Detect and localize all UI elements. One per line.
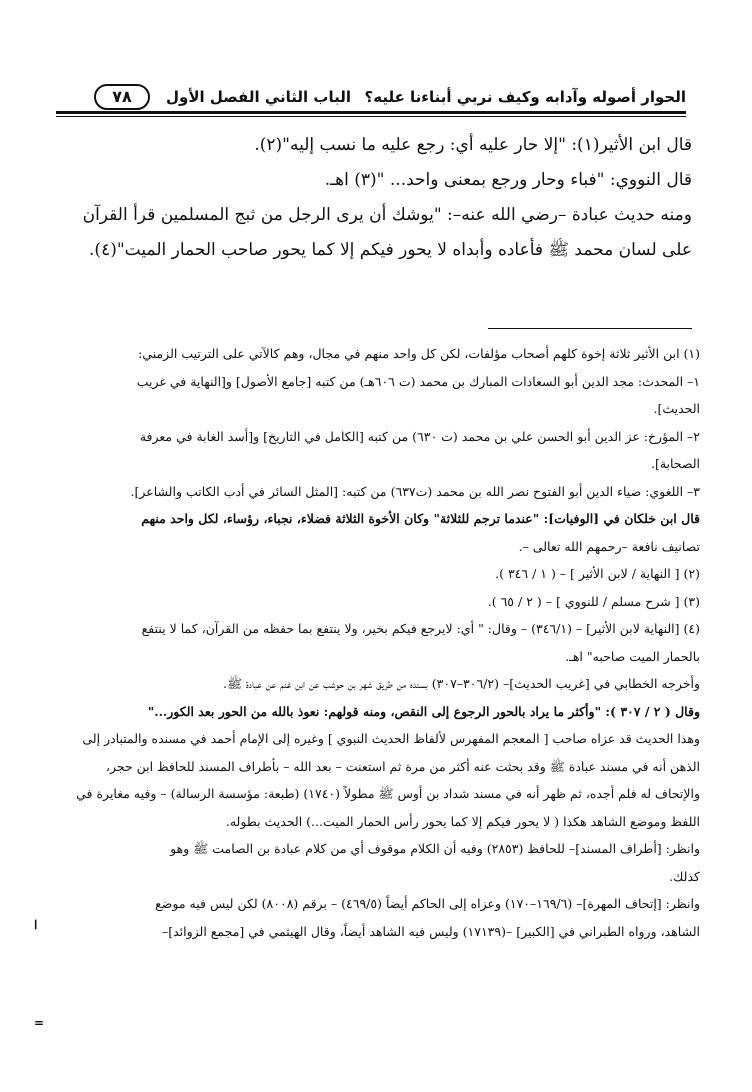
footnote-line: وهذا الحديث قد عزاه صاحب [ المعجم المفهرس لألفاظ الحديث النبوي ] وغيره إلى الإمام أحمد في مسنده والمتبادر إلى	[82, 731, 700, 746]
header-rule-thick	[56, 111, 686, 114]
footnote-line: الشاهد، ورواه الطبراني في [الكبير] –(١٧١٣٩) وليس فيه الشاهد أيضاً، وقال الهيثمي في [مجمع الزوائد]–	[161, 923, 700, 939]
footnote-line: كذلك.	[669, 868, 700, 884]
main-text	[60, 128, 692, 268]
book-title: الحوار أصوله وآدابه وكيف نربي أبناءنا عليه؟	[364, 88, 686, 106]
footnote-line: (٢) [ النهاية / لابن الأثير ] – ( ١ / ٣٤٦ ).	[495, 566, 700, 581]
footnote-line: وانظر: [إتحاف المهرة]– (١٦٩/٦–١٧٠) وعزاه إلى الحاكم أيضاً (٤٦٩/٥) – برقم (٨٠٠٨) لكن ليس فيه موضع	[155, 896, 700, 911]
footnote-line: (١) ابن الأثير ثلاثة إخوة كلهم أصحاب مؤلفات، لكن كل واحد منهم في مجال، وهم كالآتي على الترتيب الزمني:	[138, 346, 700, 361]
main-line: قال ابن الأثير(١): "إلا حار عليه أي: رجع عليه ما نسب إليه"(٢).	[254, 135, 692, 155]
continuation-mark: =	[34, 1016, 45, 1030]
header-rule-thin	[56, 116, 686, 117]
footnote-line: بالحمار الميت صاحبه" اهـ.	[565, 648, 700, 664]
chapter-title: الباب الثاني الفصل الأول	[166, 88, 351, 106]
footnote-line: (٣) [ شرح مسلم / للنووي ] – ( ٢ / ٦٥ ).	[487, 593, 700, 609]
page-header	[56, 84, 686, 112]
page-number: ٧٨	[94, 84, 150, 110]
footnote-line: الذهن أنه في مسند عبادة ﷺ وقد بحثت عنه أكثر من مرة ثم استعنت – بعد الله – بأطراف المسند للحافظ ابن حجر،	[105, 758, 700, 774]
footnote-line: ٣– اللغوي: ضياء الدين أبو الفتوح نصر الله بن محمد (ت٦٣٧) من كتبه: [المثل السائر في أدب الكاتب والشاعر].	[130, 483, 700, 499]
footnote-divider	[488, 328, 692, 329]
footnote-line: والإتحاف له فلم أجده، ثم ظهر أنه في مسند شداد بن أوس ﷺ مطولاً (١٧٤٠) (طبعة: مؤسسة الرسالة) – وفيه مغايرة في	[76, 786, 700, 801]
footnote-line: ١– المحدث: مجد الدين أبو السعادات المبارك بن محمد (ت ٦٠٦هـ) من كتبه [جامع الأصول] و[النهاية في غريب	[136, 373, 700, 389]
footnote-line: قال ابن خلكان في [الوفيات]: "عندما ترجم للثلاثة" وكان الأخوة الثلاثة فضلاء، نجباء، رؤساء، لكل واحد منهم	[141, 511, 700, 526]
footnote-line: الصحابة].	[650, 456, 700, 471]
footnote-line: تصانيف نافعة –رحمهم الله تعالى –.	[518, 538, 700, 554]
footnote-line: اللفظ وموضع الشاهد هكذا ( لا يحور فيكم إلا كما يحور رأس الحمار الميت...) الحديث بطوله.	[225, 813, 700, 829]
footnote-line: الحديث].	[653, 401, 700, 416]
footnote-line: وانظر: [أطراف المسند]– للحافظ (٢٨٥٣) وفيه أن الكلام موقوف أي من كلام عبادة بن الصامت ﷺ وهو	[170, 841, 700, 856]
footnote-line: (٤) [النهاية لابن الأثير] – (٣٤٦/١) – وقال: " أي: لايرجع فيكم بخير، ولا ينتفع بما حفظه من القرآن، كما لا ينتفع	[141, 621, 700, 636]
margin-mark: ا	[34, 918, 38, 932]
footnotes	[50, 340, 700, 945]
main-line: ومنه حديث عبادة –رضي الله عنه–: "يوشك أن يرى الرجل من ثبج المسلمين قرأ القرآن	[82, 205, 692, 225]
main-line: على لسان محمد ﷺ فأعاده وأبداه لا يحور فيكم إلا كما يحور صاحب الحمار الميت"(٤).	[89, 240, 692, 260]
footnote-line: وقال ( ٢ / ٣٠٧ ): "وأكثر ما يراد بالحور الرجوع إلى النقص، ومنه قولهم: نعوذ بالله من الحور بعد الكور..."	[147, 703, 700, 719]
footnote-line: ٢– المؤرخ: عز الدين أبو الحسن علي بن محمد (ت ٦٣٠) من كتبه [الكامل في التاريخ] و[أسد الغابة في معرفة	[139, 428, 700, 444]
main-line: قال النووي: "فباء وحار ورجع بمعنى واحد... "(٣) اهـ.	[324, 170, 692, 190]
footnote-line: وأخرجه الخطابي في [غريب الحديث]– (٣٠٦/٢–٣٠٧) بسنده من طريق شهر بن حوشب عن ابن غنم عن عبادة ﷺ.	[223, 676, 700, 691]
